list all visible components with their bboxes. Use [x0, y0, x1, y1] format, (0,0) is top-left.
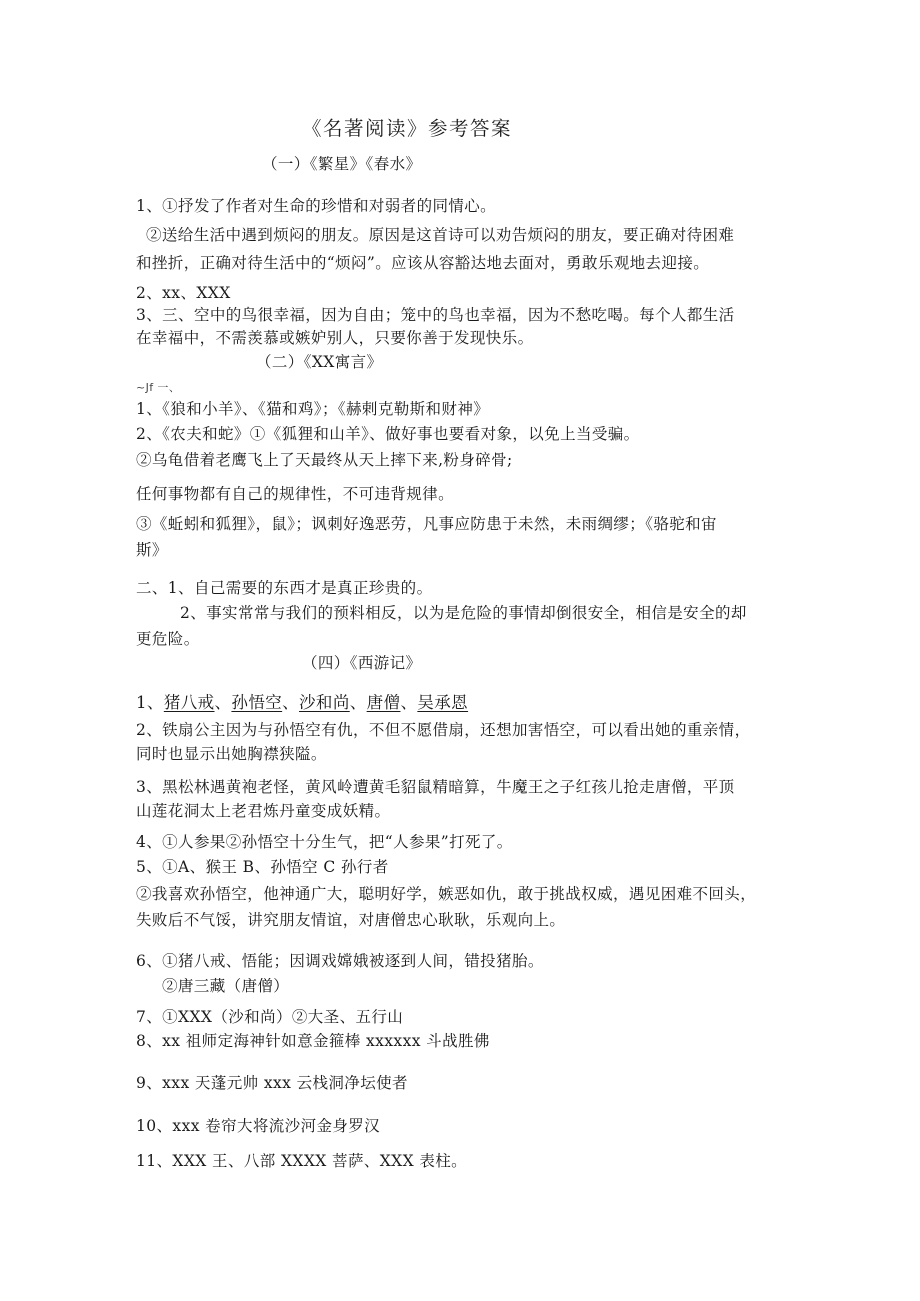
answer-line: ~Jf 一、 [136, 381, 181, 394]
answer-line: 9、xxx 天蓬元帅 xxx 云栈洞净坛使者 [136, 1074, 408, 1092]
separator: 、 [400, 693, 418, 712]
page-title: 《名著阅读》参考答案 [302, 117, 513, 140]
character-name: 孙悟空 [231, 693, 283, 712]
answer-line: 11、XXX 王、八部 XXXX 菩萨、XXX 表柱。 [136, 1152, 468, 1170]
separator: 、 [214, 693, 232, 712]
answer-line-underlined [136, 693, 468, 713]
answer-line: 5、①A、猴王 B、孙悟空 C 孙行者 [136, 858, 389, 876]
answer-line: ②唐三藏（唐僧） [162, 977, 290, 995]
answer-line: ②我喜欢孙悟空，他神通广大，聪明好学，嫉恶如仇，敢于挑战权威，遇见困难不回头， [136, 885, 757, 903]
answer-line: 在幸福中，不需羡慕或嫉妒别人，只要你善于发现快乐。 [136, 329, 534, 347]
answer-line: 2、事实常常与我们的预料相反，以为是危险的事情却倒很安全，相信是安全的却 [180, 604, 747, 622]
answer-line: 6、①猪八戒、悟能；因调戏嫦娥被逐到人间，错投猪胎。 [136, 952, 544, 970]
answer-line: ②送给生活中遇到烦闷的朋友。原因是这首诗可以劝告烦闷的朋友，要正确对待困难 [146, 226, 735, 244]
answer-line: 和挫折，正确对待生活中的“烦闷”。应该从容豁达地去面对，勇敢乐观地去迎接。 [136, 254, 710, 272]
answer-line: 2、xx、XXX [136, 284, 231, 302]
answer-line: ③《蚯蚓和狐狸》，鼠》；讽刺好逸恶劳，凡事应防患于未然，未雨绸缪；《骆驼和宙 [136, 515, 717, 533]
section-heading-2: （二）《XX寓言》 [256, 353, 383, 371]
section-heading-1: （一）《繁星》《春水》 [262, 155, 422, 173]
answer-line: 山莲花洞太上老君炼丹童变成妖精。 [136, 802, 391, 820]
author-name: 吴承恩 [417, 693, 469, 712]
answer-line: 二、1、自己需要的东西才是真正珍贵的。 [136, 579, 433, 597]
answer-line: 失败后不气馁，讲究朋友情谊，对唐僧忠心耿耿，乐观向上。 [136, 911, 566, 929]
answer-line: 1、①抒发了作者对生命的珍惜和对弱者的同情心。 [136, 197, 497, 215]
answer-line: 1、《狼和小羊》、《猫和鸡》；《赫剌克勒斯和财神》 [136, 400, 490, 418]
character-name: 猪八戒 [163, 693, 215, 712]
answer-line: 更危险。 [136, 630, 200, 648]
answer-number: 1、 [136, 693, 164, 712]
answer-line: 2、铁扇公主因为与孙悟空有仇，不但不愿借扇，还想加害悟空，可以看出她的重亲情， [136, 721, 751, 739]
character-name: 沙和尚 [299, 693, 350, 712]
answer-line: 任何事物都有自己的规律性，不可违背规律。 [136, 485, 455, 503]
answer-line: 2、《农夫和蛇》①《狐狸和山羊》、做好事也要看对象，以免上当受骗。 [136, 425, 640, 443]
separator: 、 [282, 693, 300, 712]
answer-line: 同时也显示出她胸襟狭隘。 [136, 745, 327, 763]
answer-line: 4、①人参果②孙悟空十分生气，把“人参果”打死了。 [136, 833, 513, 851]
answer-line: 7、①XXX（沙和尚）②大圣、五行山 [136, 1008, 404, 1026]
answer-line: 斯》 [136, 541, 168, 559]
character-name: 唐僧 [366, 693, 401, 712]
answer-line: 3、三、空中的鸟很幸福，因为自由；笼中的鸟也幸福，因为不愁吃喝。每个人都生活 [136, 306, 735, 324]
answer-line: 3、黑松林遇黄袍老怪，黄风岭遭黄毛貂鼠精暗算，牛魔王之子红孩儿抢走唐僧，平顶 [136, 778, 735, 796]
answer-line: ②乌龟借着老鹰飞上了天最终从天上摔下来,粉身碎骨; [136, 451, 513, 469]
section-heading-4: （四）《西游记》 [302, 654, 422, 672]
answer-line: 10、xxx 卷帘大将流沙河金身罗汉 [136, 1117, 381, 1135]
separator: 、 [349, 693, 367, 712]
answer-line: 8、xx 祖师定海神针如意金箍棒 xxxxxx 斗战胜佛 [136, 1032, 490, 1050]
